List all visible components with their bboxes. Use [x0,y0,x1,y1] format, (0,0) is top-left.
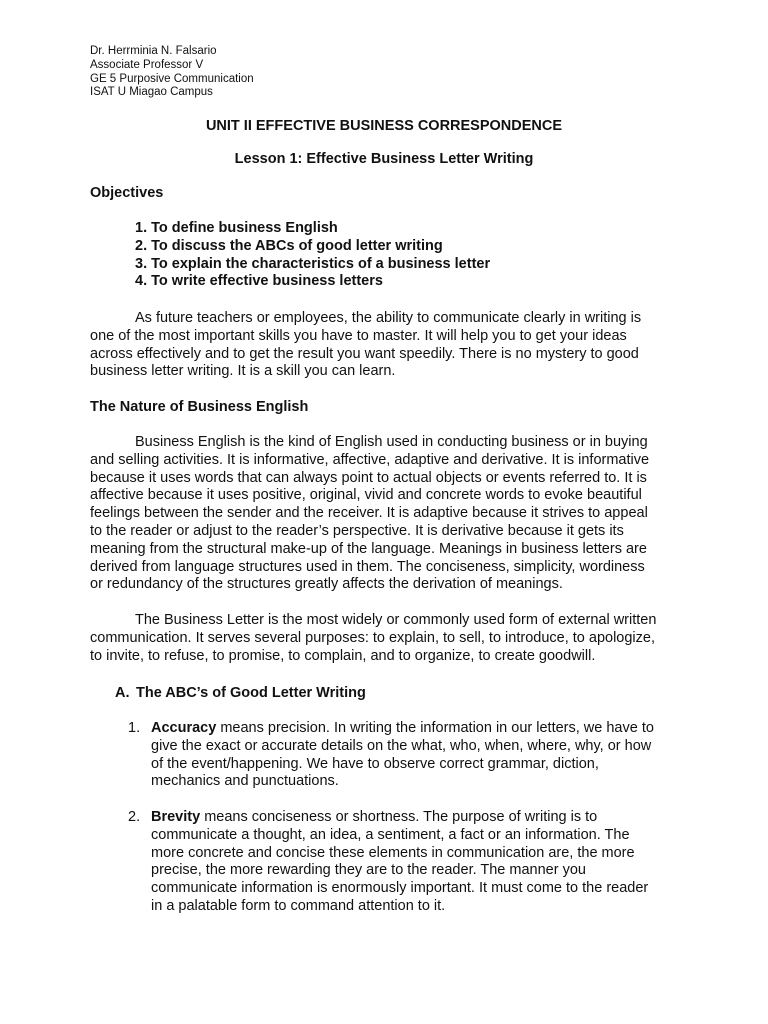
objective-item: 1. To define business English [135,220,338,236]
paragraph-line: communicate information is enormously important. It must come to the reader [151,880,649,897]
paragraph-line: more concrete and concise these elements in communication are, the more [151,844,635,861]
objective-item: 4. To write effective business letters [135,273,383,290]
item-number: 1. [128,720,141,736]
paragraph-line: precise, the more rewarding they are to the reader. The manner you [151,862,586,879]
item-first-line: means precision. In writing the information in our letters, we have to [216,720,654,736]
nature-heading: The Nature of Business English [90,399,309,415]
item-body [151,720,654,791]
paragraph-line: to the reader or adjust to the reader’s perspective. It is derivative because it gets its [90,522,624,539]
paragraph-line: As future teachers or employees, the ability to communicate clearly in writing is [135,310,642,326]
paragraph-line: give the exact or accurate details on the what, who, when, where, why, or how [151,737,652,754]
paragraph-line [151,809,648,827]
paragraph-line: derived from language structures used in them. The conciseness, simplicity, wordiness [90,558,645,575]
section-title: The ABC’s of Good Letter Writing [136,685,366,701]
objective-item: 3. To explain the characteristics of a business letter [135,255,491,272]
item-body [151,809,648,916]
nature-paragraph-2 [90,612,690,665]
paragraph-line: The Business Letter is the most widely or commonly used form of external written [135,612,657,628]
item-number: 2. [128,809,141,825]
paragraph-line: business letter writing. It is a skill you can learn. [90,363,396,380]
paragraph-line: because it uses words that can always point to actual objects or events referred to. It is [90,469,647,486]
lesson-title: Lesson 1: Effective Business Letter Writing [234,151,534,167]
item-term: Accuracy [151,720,217,736]
course-name: GE 5 Purposive Communication [90,72,254,85]
paragraph-line: across effectively and to get the result you want speedily. There is no mystery to good [90,345,639,362]
item-first-line: means conciseness or shortness. The purpose of writing is to [200,809,598,825]
paragraph-line: communication. It serves several purposes: to explain, to sell, to introduce, to apologize, [90,629,655,646]
unit-title: UNIT II EFFECTIVE BUSINESS CORRESPONDENCE [205,118,563,134]
author-position: Associate Professor V [90,58,204,71]
paragraph-line: or redundancy of the structures greatly affects the derivation of meanings. [90,576,563,593]
intro-paragraph [90,310,690,381]
paragraph-line: to invite, to refuse, to promise, to complain, and to organize, to create goodwill. [90,647,596,664]
paragraph-line [151,720,654,738]
paragraph-line: and selling activities. It is informative, affective, adaptive and derivative. It is informative [90,451,650,468]
section-a-heading [115,684,366,702]
paragraph-line: affective because it uses positive, original, vivid and concrete words to evoke beautiful [90,487,642,504]
paragraph-line: of the event/happening. We have to observe correct grammar, diction, [151,755,599,772]
nature-paragraph-1 [90,434,690,594]
paragraph-line: communicate a thought, an idea, a sentiment, a fact or an information. The [151,826,630,843]
objectives-list [135,220,490,291]
item-term: Brevity [151,809,201,825]
author-name: Dr. Herrminia N. Falsario [90,45,217,57]
paragraph-line: meaning from the structural make-up of the language. Meanings in business letters are [90,540,647,557]
paragraph-line: Business English is the kind of English used in conducting business or in buying [135,434,648,450]
objectives-heading: Objectives [90,185,164,201]
paragraph-line: one of the most important skills you have to master. It will help you to get your ideas [90,327,627,344]
objective-item: 2. To discuss the ABCs of good letter writing [135,237,443,254]
paragraph-line: mechanics and punctuations. [151,773,339,790]
paragraph-line: in a palatable form to command attention to it. [151,897,446,914]
campus-name: ISAT U Miagao Campus [90,86,213,99]
paragraph-line: feelings between the sender and the receiver. It is adaptive because it strives to appeal [90,505,648,522]
section-letter: A. [115,685,130,701]
author-block [90,45,254,100]
